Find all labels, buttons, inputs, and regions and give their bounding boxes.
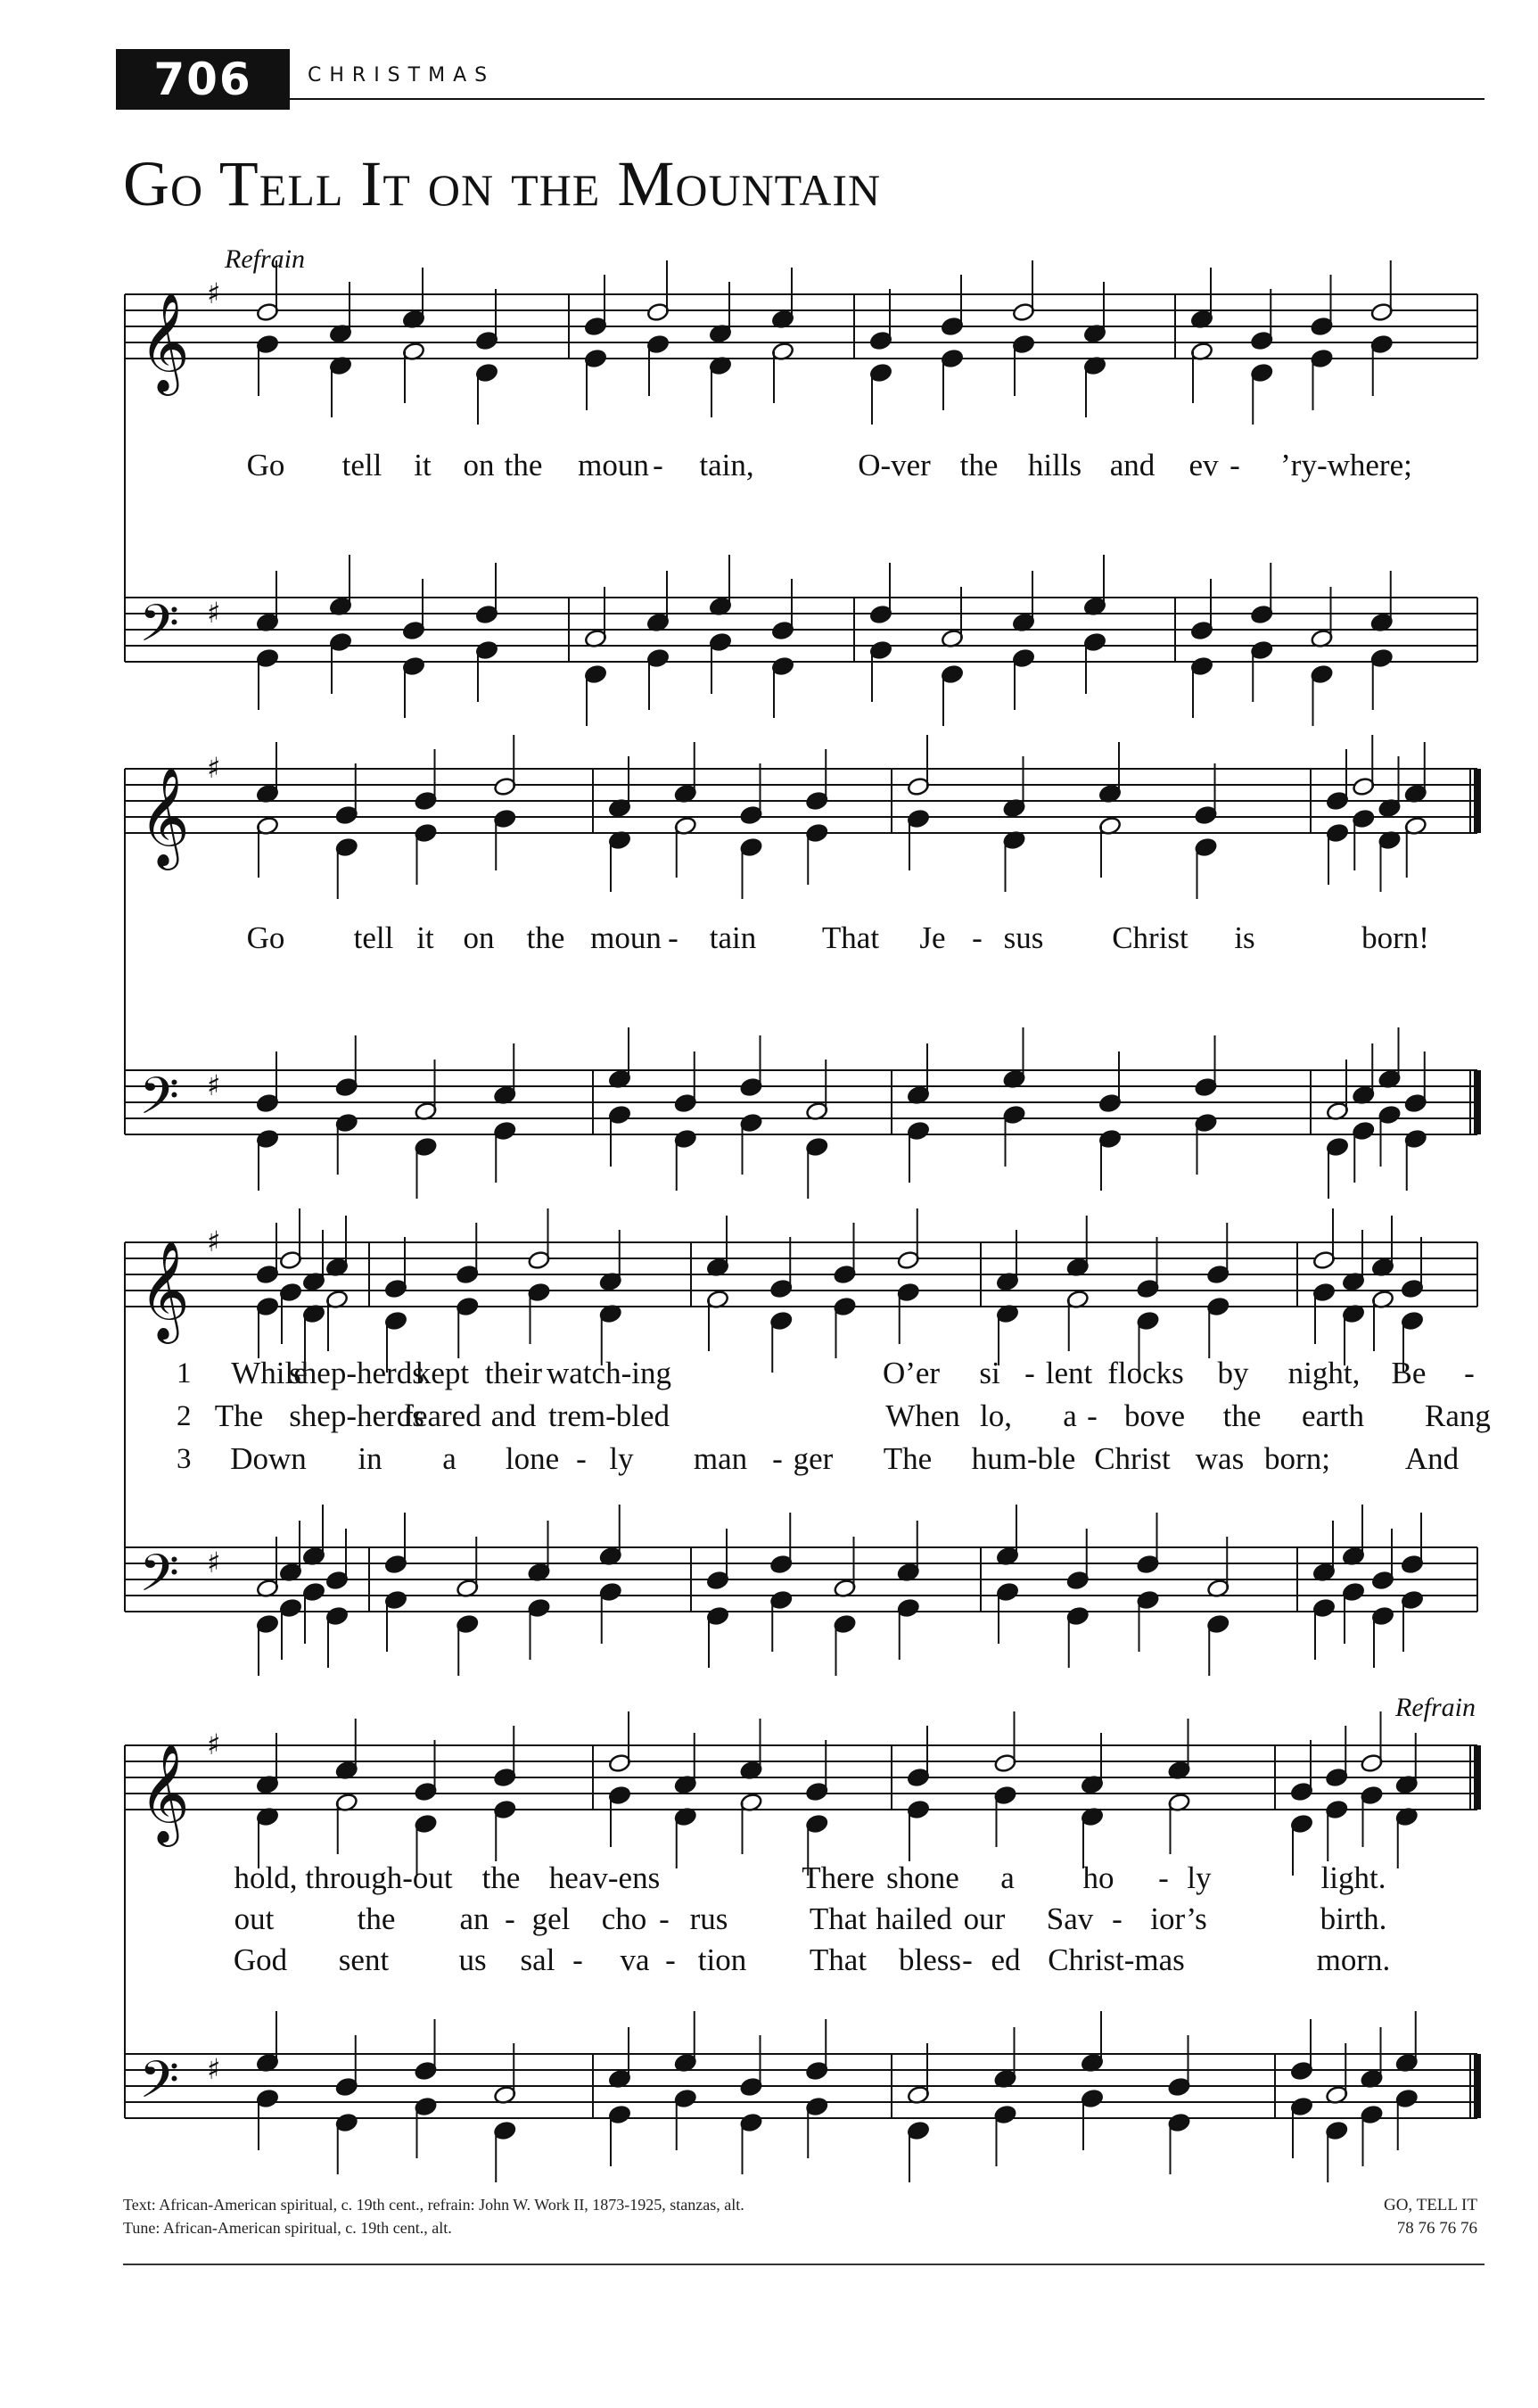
lyric-syllable: flocks [1107, 1356, 1184, 1390]
hymn-number: 706 [116, 49, 290, 110]
lyric-syllable: - [972, 920, 983, 955]
bass-clef-icon: 𝄢 [139, 1066, 180, 1139]
lyric-syllable: O-ver [858, 448, 931, 482]
lyric-syllable: When [885, 1398, 960, 1433]
lyric-syllable: hills [1027, 448, 1082, 482]
lyric-syllable: And [1404, 1441, 1460, 1476]
lyric-syllable: trem-bled [547, 1398, 670, 1433]
lyric-syllable: is [1234, 920, 1255, 955]
lyric-syllable: an [459, 1901, 489, 1936]
lyric-syllable: heav-ens [548, 1860, 661, 1895]
lyric-syllable: it [414, 448, 432, 482]
lyric-syllable: Christ-mas [1048, 1942, 1185, 1977]
lyric-syllable: the [481, 1860, 521, 1895]
lyric-syllable: shep-herds [289, 1356, 424, 1390]
lyric-syllable: ho [1082, 1860, 1114, 1895]
lyric-syllable: a [1063, 1398, 1077, 1433]
lyric-syllable: gel [531, 1901, 571, 1936]
treble-clef-icon: 𝄞 [139, 1240, 190, 1340]
lyric-syllable: the [526, 920, 565, 955]
lyric-syllable: kept [415, 1356, 470, 1390]
lyric-syllable: si [979, 1356, 1000, 1390]
text-credit: Text: African-American spiritual, c. 19th cent., refrain: John W. Work II, 1873-1925, stanzas, alt. [123, 2196, 744, 2214]
lyric-syllable: lent [1045, 1356, 1093, 1390]
lyric-syllable: - [572, 1942, 583, 1977]
stanza-number: 2 [177, 1400, 192, 1432]
lyric-syllable: Christ [1094, 1441, 1171, 1476]
lyric-syllable: - [1158, 1860, 1169, 1895]
lyric-syllable: Christ [1112, 920, 1188, 955]
lyric-syllable: sal [520, 1942, 555, 1977]
lyric-syllable: O’er [882, 1356, 941, 1390]
lyric-syllable: - [659, 1901, 670, 1936]
lyric-syllable: ly [609, 1441, 634, 1476]
lyric-syllable: earth [1302, 1398, 1364, 1433]
section-label: CHRISTMAS [308, 64, 496, 87]
lyric-syllable: - [665, 1942, 676, 1977]
lyric-syllable: - [505, 1901, 515, 1936]
lyric-syllable: cho [601, 1901, 647, 1936]
lyric-syllable: moun [578, 448, 649, 482]
lyric-syllable: tion [697, 1942, 747, 1977]
lyric-syllable: their [484, 1356, 543, 1390]
lyric-syllable: rus [689, 1901, 728, 1936]
lyric-syllable: bless [899, 1942, 961, 1977]
lyric-syllable: - [1464, 1356, 1475, 1390]
lyric-syllable: - [1024, 1356, 1035, 1390]
bass-clef-icon: 𝄢 [139, 1543, 180, 1616]
sharp-icon: ♯ [207, 751, 221, 785]
lyric-syllable: - [653, 448, 663, 482]
sharp-icon: ♯ [207, 1225, 221, 1258]
lyric-syllable: out [234, 1901, 275, 1936]
lyric-syllable: born! [1361, 920, 1429, 955]
tune-credit: Tune: African-American spiritual, c. 19th cent., alt. [123, 2219, 452, 2237]
lyric-syllable: bove [1123, 1398, 1186, 1433]
lyric-syllable: night, [1287, 1356, 1361, 1390]
lyric-syllable: sent [338, 1942, 390, 1977]
hymn-title: Go Tell It on the Mountain [123, 148, 882, 219]
lyric-syllable: tain, [699, 448, 754, 482]
lyric-syllable: sus [1003, 920, 1044, 955]
lyric-syllable: ed [991, 1942, 1021, 1977]
lyric-syllable: our [963, 1901, 1006, 1936]
treble-clef-icon: 𝄞 [139, 292, 190, 392]
lyric-syllable: us [458, 1942, 487, 1977]
lyric-syllable: the [959, 448, 999, 482]
lyric-syllable: The [883, 1441, 933, 1476]
lyric-syllable: light. [1320, 1860, 1386, 1895]
lyric-syllable: tain [709, 920, 757, 955]
lyric-syllable: Rang [1425, 1398, 1491, 1433]
lyric-syllable: hailed [876, 1901, 952, 1936]
lyric-syllable: ev [1188, 448, 1219, 482]
lyric-syllable: There [802, 1860, 875, 1895]
lyric-syllable: God [233, 1942, 288, 1977]
lyric-syllable: the [504, 448, 543, 482]
lyric-syllable: tell [341, 448, 382, 482]
lyric-syllable: That [821, 920, 880, 955]
lyric-syllable: lone [505, 1441, 560, 1476]
sharp-icon: ♯ [207, 276, 221, 310]
lyric-syllable: Go [246, 920, 285, 955]
bass-clef-icon: 𝄢 [139, 2049, 180, 2123]
lyric-syllable: it [416, 920, 434, 955]
lyric-syllable: Down [230, 1441, 307, 1476]
refrain-label-top: Refrain [225, 244, 305, 274]
meter: 78 76 76 76 [1396, 2219, 1477, 2238]
sharp-icon: ♯ [207, 1546, 221, 1579]
lyric-syllable: That [809, 1901, 868, 1936]
lyric-syllable: on [463, 920, 495, 955]
lyric-syllable: - [668, 920, 679, 955]
lyric-syllable: lo, [980, 1398, 1012, 1433]
lyric-syllable: Sav [1046, 1901, 1094, 1936]
lyric-syllable: - [1087, 1398, 1098, 1433]
lyric-syllable: the [357, 1901, 396, 1936]
lyric-syllable: born; [1264, 1441, 1330, 1476]
lyric-syllable: ger [793, 1441, 834, 1476]
lyric-syllable: shep-herds [289, 1398, 424, 1433]
lyric-syllable: While [231, 1356, 308, 1390]
lyric-syllable: moun [590, 920, 662, 955]
lyric-syllable: ly [1187, 1860, 1212, 1895]
treble-clef-icon: 𝄞 [139, 766, 190, 866]
lyric-syllable: morn. [1316, 1942, 1391, 1977]
lyric-syllable: man [693, 1441, 748, 1476]
lyric-syllable: birth. [1320, 1901, 1387, 1936]
lyric-syllable: - [1230, 448, 1240, 482]
lyric-syllable: on [463, 448, 495, 482]
lyric-syllable: Je [919, 920, 946, 955]
lyric-syllable: - [1112, 1901, 1123, 1936]
lyric-syllable: was [1195, 1441, 1245, 1476]
lyric-syllable: - [962, 1942, 973, 1977]
sharp-icon: ♯ [207, 1068, 221, 1102]
bass-clef-icon: 𝄢 [139, 593, 180, 666]
lyric-syllable: Be [1391, 1356, 1427, 1390]
sharp-icon: ♯ [207, 1728, 221, 1761]
lyric-syllable: and [490, 1398, 537, 1433]
refrain-label-end: Refrain [1395, 1693, 1476, 1722]
stanza-number: 1 [177, 1357, 192, 1390]
lyric-syllable: hold, [234, 1860, 298, 1895]
lyric-syllable: the [1222, 1398, 1262, 1433]
lyric-syllable: Go [246, 448, 285, 482]
sharp-icon: ♯ [207, 2052, 221, 2086]
lyric-syllable: The [214, 1398, 264, 1433]
lyric-syllable: - [576, 1441, 587, 1476]
lyric-syllable: shone [886, 1860, 959, 1895]
sharp-icon: ♯ [207, 596, 221, 630]
tune-name: GO, TELL IT [1383, 2196, 1477, 2214]
footer-rule [123, 2264, 1485, 2265]
lyric-syllable: a [442, 1441, 456, 1476]
lyric-syllable: That [809, 1942, 868, 1977]
lyric-syllable: hum-ble [971, 1441, 1076, 1476]
lyric-syllable: in [358, 1441, 382, 1476]
lyric-syllable: tell [353, 920, 394, 955]
lyric-syllable: by [1217, 1356, 1249, 1390]
stanza-number: 3 [177, 1443, 192, 1475]
lyric-syllable: ’ry-where; [1280, 448, 1412, 482]
lyric-syllable: through-out [305, 1860, 453, 1895]
lyric-syllable: va [620, 1942, 650, 1977]
lyric-syllable: and [1109, 448, 1156, 482]
lyric-syllable: a [1000, 1860, 1015, 1895]
treble-clef-icon: 𝄞 [139, 1743, 190, 1843]
lyric-syllable: feared [403, 1398, 481, 1433]
lyric-syllable: ior’s [1150, 1901, 1207, 1936]
lyric-syllable: - [772, 1441, 783, 1476]
lyric-syllable: watch-ing [547, 1356, 671, 1390]
